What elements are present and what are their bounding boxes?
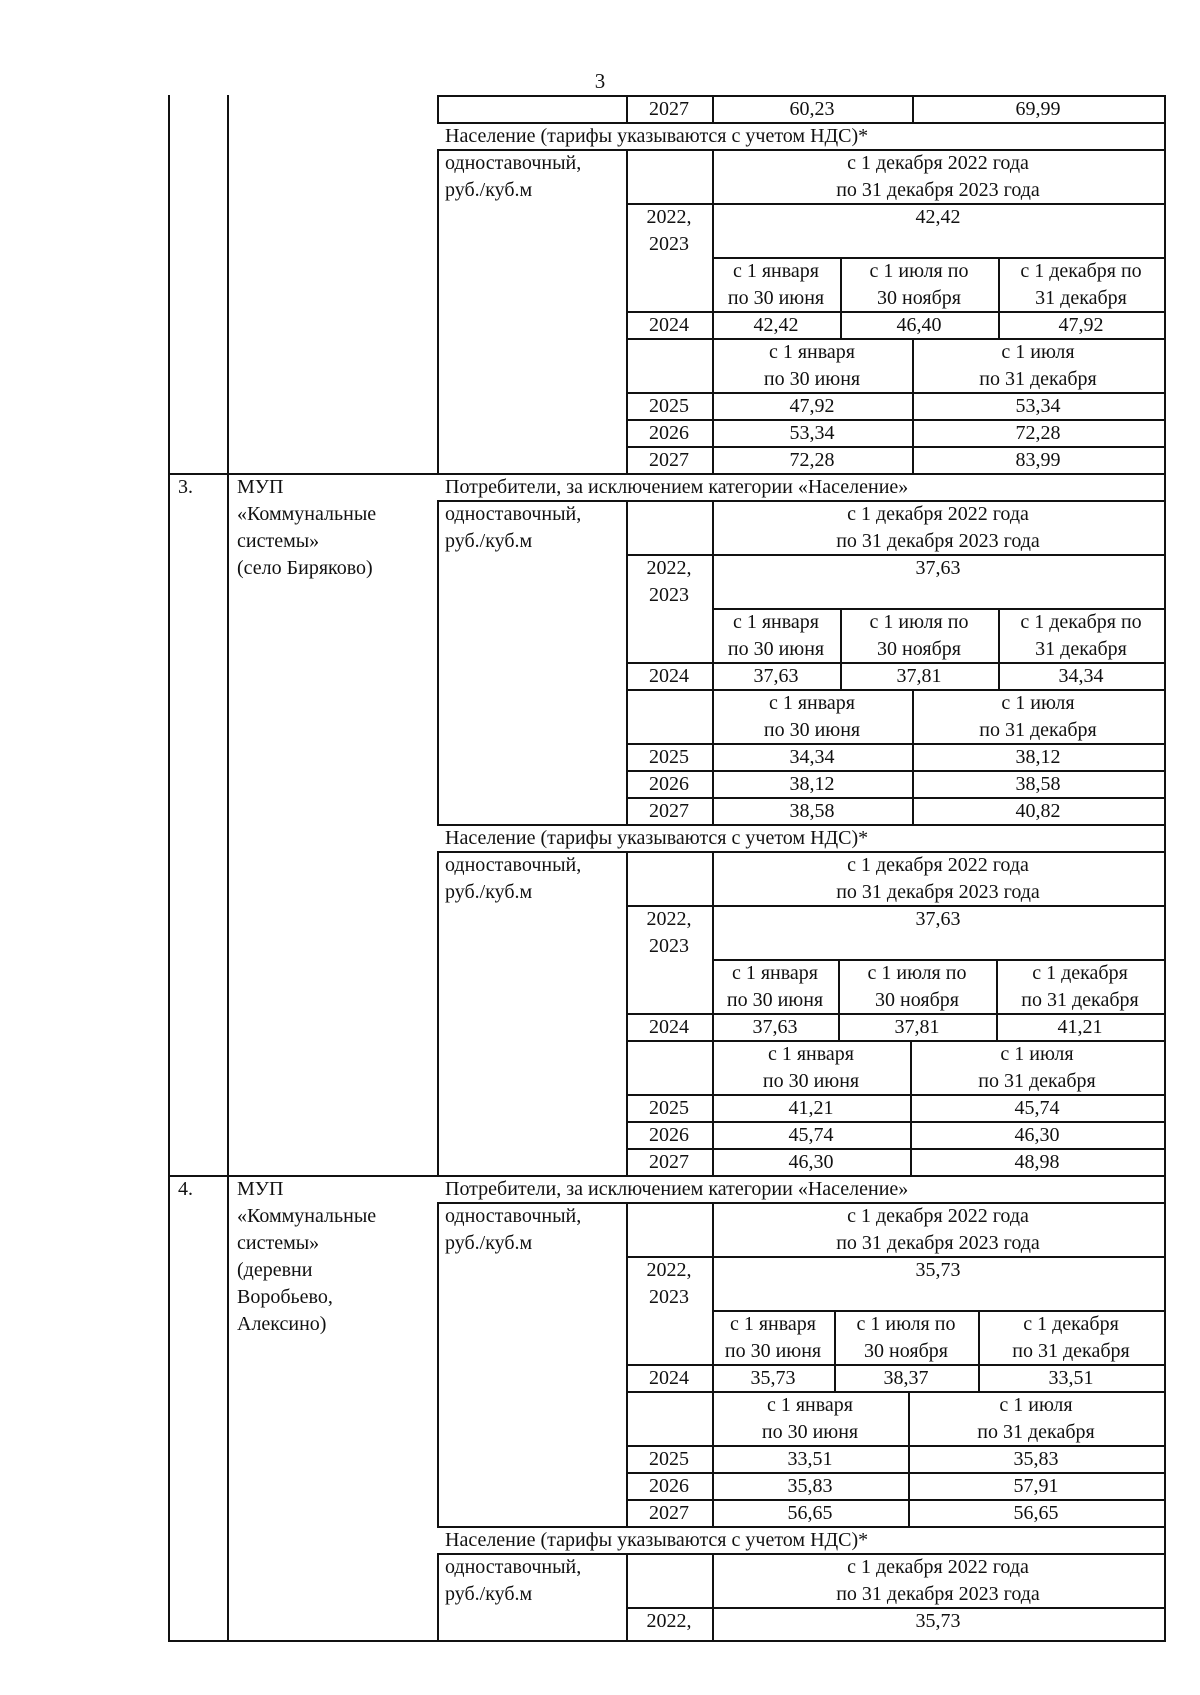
period-header: по 30 июня — [762, 1070, 860, 1092]
table-rule — [912, 689, 914, 826]
organization-name: системы» — [237, 1232, 320, 1254]
tariff-value: 37,81 — [896, 665, 942, 687]
tariff-value: 38,12 — [789, 773, 835, 795]
organization-name: (село Биряково) — [237, 557, 373, 579]
period-header: с 1 июля по — [869, 260, 969, 282]
table-rule — [712, 1202, 714, 1528]
period-header: с 1 января — [731, 962, 819, 984]
table-rule — [910, 1040, 912, 1177]
year-cell: 2022, — [646, 1610, 692, 1632]
tariff-value: 83,99 — [1015, 449, 1061, 471]
period-header: по 31 декабря 2023 года — [836, 1232, 1040, 1254]
tariff-value: 37,63 — [752, 1016, 798, 1038]
period-header: с 1 июля — [1000, 1043, 1074, 1065]
table-rule — [626, 851, 628, 1177]
table-rule — [437, 851, 439, 1177]
organization-name: МУП — [237, 1178, 284, 1200]
table-rule — [712, 149, 714, 475]
period-header: по 30 июня — [763, 368, 861, 390]
period-header: с 1 декабря 2022 года — [847, 1556, 1029, 1578]
tariff-value: 34,34 — [789, 746, 835, 768]
year-cell: 2025 — [649, 395, 689, 417]
tariff-value: 41,21 — [1057, 1016, 1103, 1038]
period-header: с 1 декабря 2022 года — [847, 854, 1029, 876]
period-header: по 30 июня — [726, 989, 824, 1011]
year-cell: 2027 — [649, 1151, 689, 1173]
year-cell: 2026 — [649, 1124, 689, 1146]
year-cell: 2024 — [649, 1016, 689, 1038]
year-cell: 2023 — [649, 1286, 689, 1308]
period-header: по 31 декабря 2023 года — [836, 881, 1040, 903]
tariff-value: 35,83 — [1013, 1448, 1059, 1470]
table-rule — [227, 95, 229, 1642]
tariff-value: 53,34 — [1015, 395, 1061, 417]
period-header: 30 ноября — [864, 1340, 948, 1362]
period-header: с 1 января — [768, 341, 856, 363]
period-header: 30 ноября — [875, 989, 959, 1011]
year-cell: 2022, — [646, 557, 692, 579]
table-rule — [912, 95, 914, 124]
table-rule — [437, 500, 439, 826]
year-cell: 2026 — [649, 1475, 689, 1497]
period-header: по 30 июня — [724, 1340, 822, 1362]
year-cell: 2023 — [649, 584, 689, 606]
rate-type-label: одноставочный, — [445, 854, 582, 876]
tariff-value: 46,30 — [788, 1151, 834, 1173]
year-cell: 2022, — [646, 206, 692, 228]
tariff-value: 33,51 — [1048, 1367, 1094, 1389]
organization-name: Воробьево, — [237, 1286, 333, 1308]
year-cell: 2025 — [649, 1448, 689, 1470]
tariff-value: 35,73 — [915, 1259, 961, 1281]
table-rule — [626, 1553, 628, 1642]
tariff-value: 38,12 — [1015, 746, 1061, 768]
tariff-value: 41,21 — [788, 1097, 834, 1119]
year-cell: 2025 — [649, 1097, 689, 1119]
rate-type-label: одноставочный, — [445, 152, 582, 174]
tariff-table — [0, 95, 1200, 1640]
rate-type-label: руб./куб.м — [445, 530, 533, 552]
year-cell: 2022, — [646, 1259, 692, 1281]
year-cell: 2025 — [649, 746, 689, 768]
year-cell: 2027 — [649, 1502, 689, 1524]
tariff-value: 38,37 — [883, 1367, 929, 1389]
table-rule — [626, 149, 628, 475]
tariff-value: 69,99 — [1015, 98, 1061, 120]
table-rule — [712, 1553, 714, 1642]
tariff-value: 72,28 — [1015, 422, 1061, 444]
year-cell: 2023 — [649, 935, 689, 957]
period-header: по 31 декабря — [1021, 989, 1139, 1011]
tariff-value: 47,92 — [789, 395, 835, 417]
row-number: 3. — [178, 476, 193, 498]
table-rule — [912, 338, 914, 475]
year-cell: 2027 — [649, 800, 689, 822]
period-header: по 30 июня — [727, 638, 825, 660]
period-header: с 1 декабря — [1023, 1313, 1119, 1335]
rate-type-label: одноставочный, — [445, 503, 582, 525]
period-header: с 1 декабря 2022 года — [847, 1205, 1029, 1227]
period-header: с 1 января — [732, 260, 820, 282]
tariff-value: 45,74 — [788, 1124, 834, 1146]
period-header: по 31 декабря — [979, 368, 1097, 390]
period-header: с 1 января — [766, 1394, 854, 1416]
organization-name: Алексино) — [237, 1313, 327, 1335]
period-header: с 1 июля по — [856, 1313, 956, 1335]
period-header: с 1 декабря по — [1020, 260, 1142, 282]
period-header: по 31 декабря — [979, 719, 1097, 741]
period-header: с 1 января — [729, 1313, 817, 1335]
section-heading: Потребители, за исключением категории «Население» — [445, 1178, 909, 1200]
table-rule — [998, 608, 1000, 691]
period-header: 30 ноября — [877, 287, 961, 309]
tariff-value: 37,63 — [915, 557, 961, 579]
table-rule — [626, 95, 628, 124]
table-rule — [840, 608, 842, 691]
organization-name: (деревни — [237, 1259, 313, 1281]
table-rule — [437, 1202, 439, 1528]
period-header: 31 декабря — [1035, 638, 1127, 660]
period-header: по 31 декабря 2023 года — [836, 179, 1040, 201]
table-rule — [626, 500, 628, 826]
year-cell: 2023 — [649, 233, 689, 255]
section-heading: Население (тарифы указываются с учетом НДС)* — [445, 827, 869, 849]
year-cell: 2022, — [646, 908, 692, 930]
tariff-value: 45,74 — [1014, 1097, 1060, 1119]
rate-type-label: руб./куб.м — [445, 1232, 533, 1254]
table-rule — [712, 500, 714, 826]
table-rule — [437, 95, 439, 124]
tariff-value: 60,23 — [789, 98, 835, 120]
period-header: 31 декабря — [1035, 287, 1127, 309]
period-header: с 1 июля — [999, 1394, 1073, 1416]
table-rule — [168, 95, 170, 1642]
period-header: с 1 января — [767, 1043, 855, 1065]
period-header: с 1 июля по — [869, 611, 969, 633]
section-heading: Потребители, за исключением категории «Население» — [445, 476, 909, 498]
organization-name: «Коммунальные — [237, 1205, 377, 1227]
rate-type-label: одноставочный, — [445, 1205, 582, 1227]
organization-name: системы» — [237, 530, 320, 552]
table-rule — [838, 959, 840, 1042]
table-rule — [834, 1310, 836, 1393]
period-header: с 1 июля — [1001, 341, 1075, 363]
rate-type-label: одноставочный, — [445, 1556, 582, 1578]
period-header: с 1 декабря 2022 года — [847, 503, 1029, 525]
row-number: 4. — [178, 1178, 193, 1200]
tariff-value: 48,98 — [1014, 1151, 1060, 1173]
period-header: по 30 июня — [763, 719, 861, 741]
tariff-value: 42,42 — [915, 206, 961, 228]
tariff-value: 46,40 — [896, 314, 942, 336]
organization-name: «Коммунальные — [237, 503, 377, 525]
organization-name: МУП — [237, 476, 284, 498]
tariff-value: 72,28 — [789, 449, 835, 471]
rate-type-label: руб./куб.м — [445, 179, 533, 201]
table-rule — [712, 95, 714, 124]
year-cell: 2026 — [649, 422, 689, 444]
section-heading: Население (тарифы указываются с учетом НДС)* — [445, 125, 869, 147]
table-rule — [908, 1391, 910, 1528]
year-cell: 2027 — [649, 98, 689, 120]
year-cell: 2024 — [649, 314, 689, 336]
tariff-value: 37,63 — [753, 665, 799, 687]
page-number: 3 — [594, 69, 606, 93]
tariff-value: 33,51 — [787, 1448, 833, 1470]
period-header: по 31 декабря — [1012, 1340, 1130, 1362]
period-header: по 31 декабря — [978, 1070, 1096, 1092]
tariff-value: 56,65 — [787, 1502, 833, 1524]
year-cell: 2024 — [649, 665, 689, 687]
tariff-value: 35,83 — [787, 1475, 833, 1497]
period-header: с 1 декабря по — [1020, 611, 1142, 633]
period-header: 30 ноября — [877, 638, 961, 660]
tariff-value: 56,65 — [1013, 1502, 1059, 1524]
tariff-value: 37,63 — [915, 908, 961, 930]
period-header: по 30 июня — [727, 287, 825, 309]
table-rule — [626, 1202, 628, 1528]
tariff-value: 34,34 — [1058, 665, 1104, 687]
period-header: по 31 декабря — [977, 1421, 1095, 1443]
period-header: по 31 декабря 2023 года — [836, 530, 1040, 552]
tariff-value: 38,58 — [789, 800, 835, 822]
period-header: с 1 июля — [1001, 692, 1075, 714]
tariff-value: 46,30 — [1014, 1124, 1060, 1146]
tariff-value: 53,34 — [789, 422, 835, 444]
period-header: по 30 июня — [761, 1421, 859, 1443]
rate-type-label: руб./куб.м — [445, 1583, 533, 1605]
table-rule — [168, 1640, 1166, 1642]
tariff-value: 57,91 — [1013, 1475, 1059, 1497]
table-rule — [996, 959, 998, 1042]
table-rule — [1164, 95, 1166, 1642]
section-heading: Население (тарифы указываются с учетом НДС)* — [445, 1529, 869, 1551]
period-header: с 1 июля по — [867, 962, 967, 984]
table-rule — [712, 851, 714, 1177]
rate-type-label: руб./куб.м — [445, 881, 533, 903]
period-header: с 1 декабря 2022 года — [847, 152, 1029, 174]
period-header: с 1 декабря — [1032, 962, 1128, 984]
period-header: с 1 января — [732, 611, 820, 633]
tariff-value: 37,81 — [894, 1016, 940, 1038]
year-cell: 2027 — [649, 449, 689, 471]
tariff-value: 38,58 — [1015, 773, 1061, 795]
table-rule — [840, 257, 842, 340]
table-rule — [437, 1553, 439, 1642]
tariff-value: 42,42 — [753, 314, 799, 336]
tariff-value: 35,73 — [915, 1610, 961, 1632]
tariff-value: 40,82 — [1015, 800, 1061, 822]
table-rule — [978, 1310, 980, 1393]
table-rule — [437, 149, 439, 475]
period-header: с 1 января — [768, 692, 856, 714]
tariff-value: 47,92 — [1058, 314, 1104, 336]
year-cell: 2026 — [649, 773, 689, 795]
tariff-value: 35,73 — [750, 1367, 796, 1389]
table-rule — [998, 257, 1000, 340]
period-header: по 31 декабря 2023 года — [836, 1583, 1040, 1605]
year-cell: 2024 — [649, 1367, 689, 1389]
